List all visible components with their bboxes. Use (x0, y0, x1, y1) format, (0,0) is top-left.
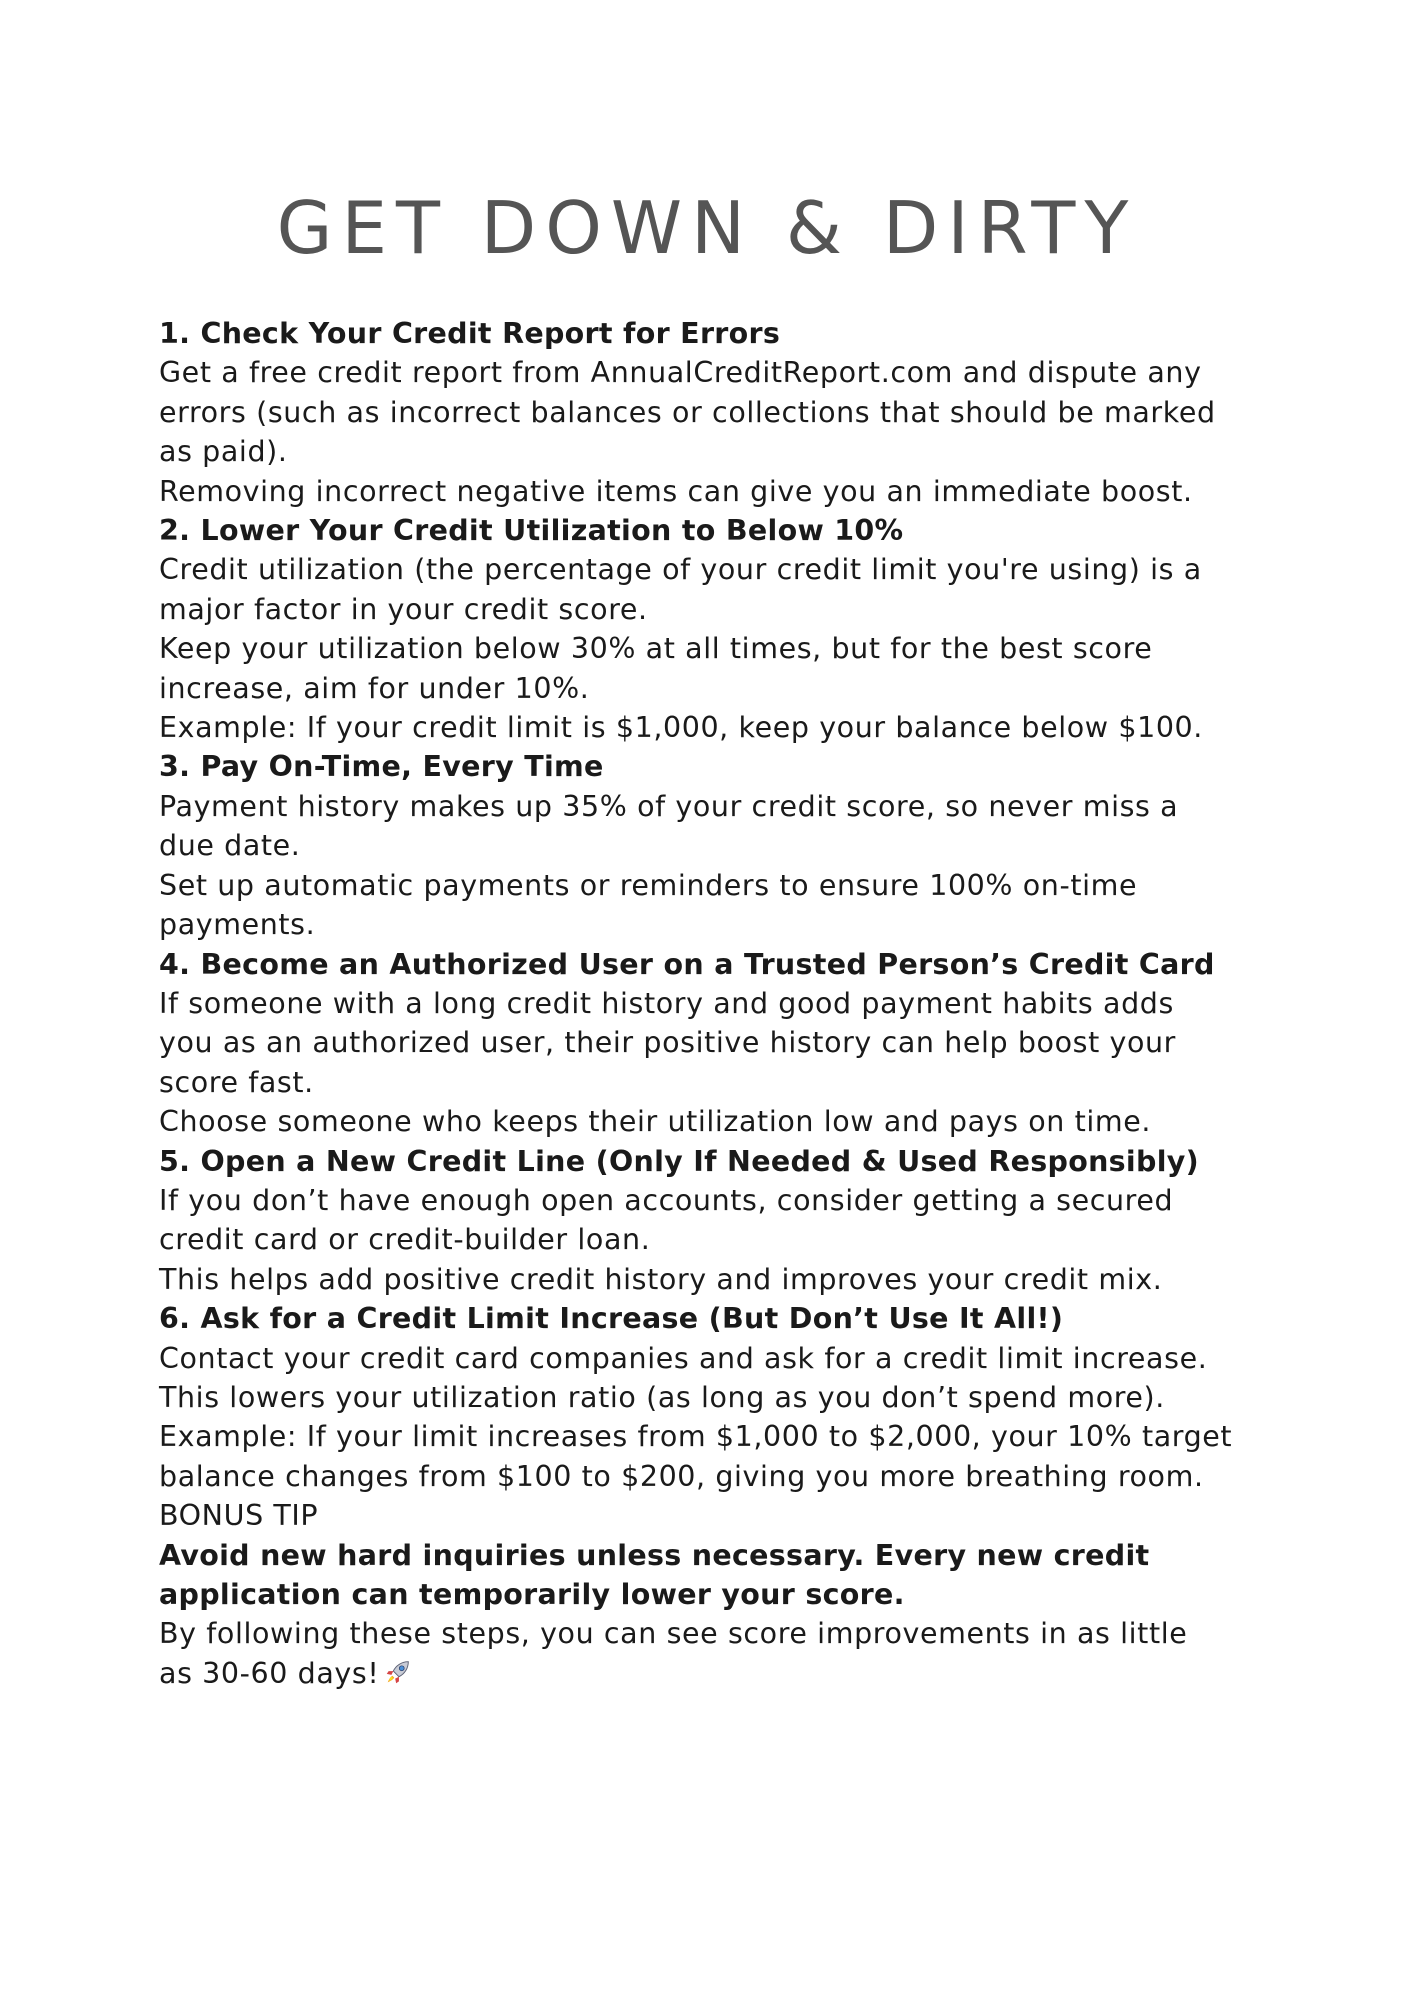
paragraph-text: BONUS TIP (159, 1499, 319, 1533)
paragraph-text: Removing incorrect negative items can give you an immediate boost. (159, 474, 1193, 508)
body-text-line (159, 905, 1279, 944)
paragraph-text: Keep your utilization below 30% at all times, but for the best score (159, 632, 1153, 666)
paragraph-text: balance changes from $100 to $200, giving you more breathing room. (159, 1459, 1204, 1493)
body-text-line (159, 472, 1279, 511)
paragraph-text: Example: If your limit increases from $1,000 to $2,000, your 10% target (159, 1420, 1233, 1454)
body-text-line (159, 1614, 1279, 1653)
body-text-line (159, 826, 1279, 865)
body-text-line (159, 1496, 1279, 1535)
heading-text: 4. Become an Authorized User on a Trusted Person’s Credit Card (159, 947, 1215, 981)
body-text-line (159, 708, 1279, 747)
paragraph-text: score fast. (159, 1065, 314, 1099)
body-text-line (159, 353, 1279, 392)
paragraph-text: as 30-60 days! (159, 1656, 380, 1690)
body-text-line (159, 550, 1279, 589)
body-text-line (159, 1023, 1279, 1062)
body-text-line (159, 1457, 1279, 1496)
section-heading-line (159, 1142, 1279, 1181)
paragraph-text: Get a free credit report from AnnualCreditReport.com and dispute any (159, 356, 1202, 390)
body-text-line (159, 393, 1279, 432)
paragraph-text: errors (such as incorrect balances or collections that should be marked (159, 395, 1216, 429)
paragraph-text: Payment history makes up 35% of your credit score, so never miss a (159, 789, 1179, 823)
paragraph-text: Choose someone who keeps their utilization low and pays on time. (159, 1105, 1152, 1139)
heading-text: Avoid new hard inquiries unless necessary. Every new credit (159, 1538, 1150, 1572)
section-heading-line (159, 747, 1279, 786)
section-heading-line (159, 1575, 1279, 1614)
page-title: GET DOWN & DIRTY (276, 186, 1138, 270)
paragraph-text: If someone with a long credit history and good payment habits adds (159, 986, 1174, 1020)
body-text-line (159, 1102, 1279, 1141)
body-text-line (159, 1063, 1279, 1102)
body-text-line (159, 1260, 1279, 1299)
body-text-line (159, 787, 1279, 826)
heading-text: 5. Open a New Credit Line (Only If Needed & Used Responsibly) (159, 1144, 1199, 1178)
heading-text: 1. Check Your Credit Report for Errors (159, 317, 781, 350)
paragraph-text: If you don’t have enough open accounts, consider getting a secured (159, 1183, 1174, 1217)
paragraph-text: Example: If your credit limit is $1,000, keep your balance below $100. (159, 711, 1203, 745)
body-text-line (159, 866, 1279, 905)
body-text-line (159, 1417, 1279, 1456)
section-heading-line (159, 1299, 1279, 1338)
heading-text: 6. Ask for a Credit Limit Increase (But Don’t Use It All!) (159, 1302, 1064, 1336)
body-text-line (159, 669, 1279, 708)
body-text-line (159, 1181, 1279, 1220)
body-text-line (159, 432, 1279, 471)
body-text-line (159, 1378, 1279, 1417)
paragraph-text: Contact your credit card companies and ask for a credit limit increase. (159, 1341, 1208, 1375)
paragraph-text: credit card or credit-builder loan. (159, 1223, 651, 1257)
body-text-line (159, 984, 1279, 1023)
paragraph-text: as paid). (159, 435, 288, 469)
body-text-line (159, 629, 1279, 668)
paragraph-text: increase, aim for under 10%. (159, 671, 590, 705)
paragraph-text: This lowers your utilization ratio (as long as you don’t spend more). (159, 1380, 1165, 1414)
paragraph-text: By following these steps, you can see score improvements in as little (159, 1617, 1188, 1651)
paragraph-text: This helps add positive credit history and improves your credit mix. (159, 1262, 1163, 1296)
paragraph-text: Set up automatic payments or reminders to ensure 100% on-time (159, 868, 1138, 902)
heading-text: application can temporarily lower your score. (159, 1578, 905, 1611)
body-text-line (159, 1339, 1279, 1378)
section-heading-line (159, 314, 1279, 353)
heading-text: 3. Pay On-Time, Every Time (159, 750, 604, 784)
body-text-line (159, 1220, 1279, 1259)
paragraph-text: Credit utilization (the percentage of your credit limit you're using) is a (159, 553, 1202, 587)
rocket-icon (383, 1657, 413, 1697)
section-heading-line (159, 945, 1279, 984)
paragraph-text: you as an authorized user, their positive history can help boost your (159, 1026, 1176, 1060)
section-heading-line (159, 1536, 1279, 1575)
body-text-line (159, 590, 1279, 629)
paragraph-text: major factor in your credit score. (159, 592, 648, 626)
paragraph-text: payments. (159, 908, 316, 942)
paragraph-text: due date. (159, 829, 301, 863)
document-body (159, 314, 1279, 1697)
section-heading-line (159, 511, 1279, 550)
heading-text: 2. Lower Your Credit Utilization to Below 10% (159, 514, 904, 548)
body-text-line (159, 1654, 1279, 1697)
